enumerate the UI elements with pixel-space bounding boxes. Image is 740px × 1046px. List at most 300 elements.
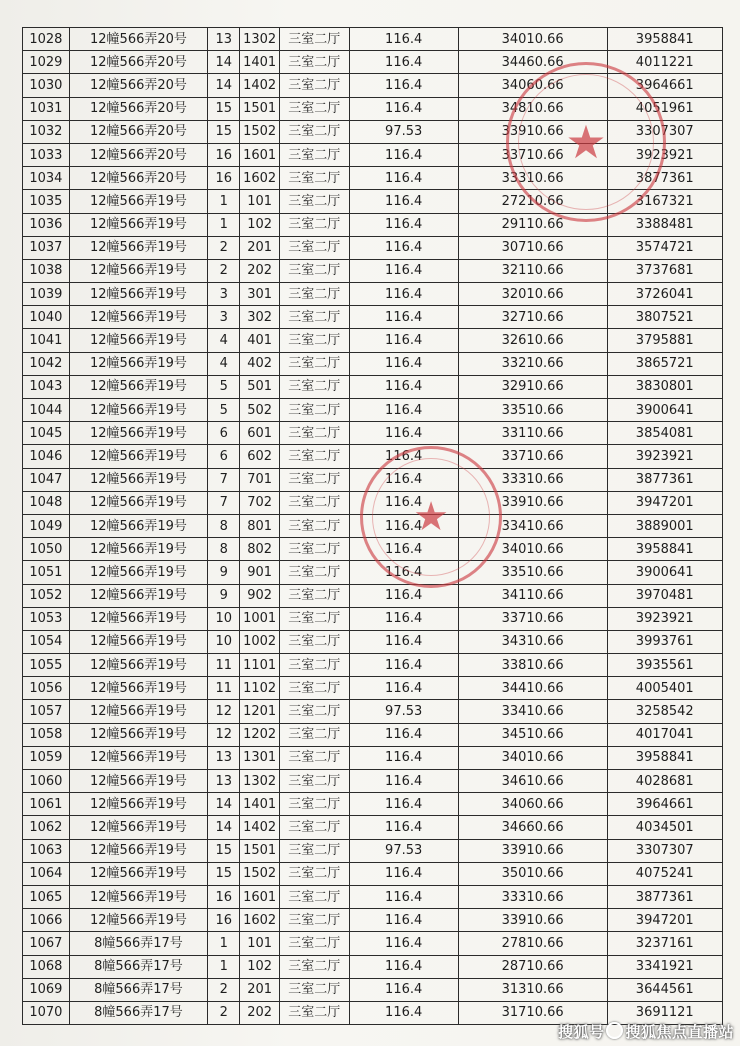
table-row bbox=[23, 677, 723, 700]
room-number-cell: 1502 bbox=[240, 862, 280, 885]
floor-cell: 16 bbox=[208, 909, 240, 932]
room-number-cell: 1002 bbox=[240, 630, 280, 653]
table-row bbox=[23, 468, 723, 491]
room-number-cell: 1602 bbox=[240, 909, 280, 932]
row-number-cell: 1057 bbox=[23, 700, 70, 723]
area-cell: 116.4 bbox=[349, 28, 458, 51]
table-row bbox=[23, 352, 723, 375]
room-number-cell: 501 bbox=[240, 375, 280, 398]
floor-cell: 6 bbox=[208, 422, 240, 445]
area-cell: 116.4 bbox=[349, 654, 458, 677]
row-number-cell: 1050 bbox=[23, 538, 70, 561]
unit-price-cell: 33310.66 bbox=[458, 468, 607, 491]
layout-type-cell: 三室二厅 bbox=[279, 700, 349, 723]
row-number-cell: 1044 bbox=[23, 399, 70, 422]
table-row bbox=[23, 422, 723, 445]
room-number-cell: 1202 bbox=[240, 723, 280, 746]
row-number-cell: 1033 bbox=[23, 143, 70, 166]
floor-cell: 2 bbox=[208, 259, 240, 282]
area-cell: 116.4 bbox=[349, 97, 458, 120]
table-row bbox=[23, 538, 723, 561]
unit-price-cell: 34660.66 bbox=[458, 816, 607, 839]
floor-cell: 5 bbox=[208, 399, 240, 422]
area-cell: 116.4 bbox=[349, 167, 458, 190]
floor-cell: 1 bbox=[208, 955, 240, 978]
floor-cell: 4 bbox=[208, 352, 240, 375]
row-number-cell: 1040 bbox=[23, 306, 70, 329]
room-number-cell: 102 bbox=[240, 955, 280, 978]
area-cell: 97.53 bbox=[349, 120, 458, 143]
unit-price-cell: 27810.66 bbox=[458, 932, 607, 955]
floor-cell: 14 bbox=[208, 816, 240, 839]
building-address-cell: 8幢566弄17号 bbox=[69, 932, 207, 955]
unit-price-cell: 34610.66 bbox=[458, 770, 607, 793]
row-number-cell: 1058 bbox=[23, 723, 70, 746]
unit-price-cell: 33210.66 bbox=[458, 352, 607, 375]
layout-type-cell: 三室二厅 bbox=[279, 51, 349, 74]
area-cell: 116.4 bbox=[349, 932, 458, 955]
layout-type-cell: 三室二厅 bbox=[279, 74, 349, 97]
row-number-cell: 1035 bbox=[23, 190, 70, 213]
room-number-cell: 601 bbox=[240, 422, 280, 445]
total-price-cell: 3970481 bbox=[607, 584, 723, 607]
area-cell: 116.4 bbox=[349, 561, 458, 584]
table-row bbox=[23, 746, 723, 769]
total-price-cell: 3877361 bbox=[607, 468, 723, 491]
area-cell: 116.4 bbox=[349, 399, 458, 422]
unit-price-cell: 34060.66 bbox=[458, 74, 607, 97]
row-number-cell: 1037 bbox=[23, 236, 70, 259]
room-number-cell: 1601 bbox=[240, 143, 280, 166]
room-number-cell: 1502 bbox=[240, 120, 280, 143]
layout-type-cell: 三室二厅 bbox=[279, 329, 349, 352]
building-address-cell: 12幢566弄19号 bbox=[69, 630, 207, 653]
row-number-cell: 1060 bbox=[23, 770, 70, 793]
total-price-cell: 3877361 bbox=[607, 885, 723, 908]
area-cell: 116.4 bbox=[349, 236, 458, 259]
row-number-cell: 1062 bbox=[23, 816, 70, 839]
table-row bbox=[23, 793, 723, 816]
area-cell: 97.53 bbox=[349, 700, 458, 723]
building-address-cell: 12幢566弄19号 bbox=[69, 352, 207, 375]
area-cell: 97.53 bbox=[349, 839, 458, 862]
table-row bbox=[23, 723, 723, 746]
room-number-cell: 1601 bbox=[240, 885, 280, 908]
floor-cell: 7 bbox=[208, 468, 240, 491]
total-price-cell: 3865721 bbox=[607, 352, 723, 375]
total-price-cell: 3795881 bbox=[607, 329, 723, 352]
unit-price-cell: 33710.66 bbox=[458, 143, 607, 166]
building-address-cell: 12幢566弄19号 bbox=[69, 770, 207, 793]
unit-price-cell: 34510.66 bbox=[458, 723, 607, 746]
total-price-cell: 4011221 bbox=[607, 51, 723, 74]
layout-type-cell: 三室二厅 bbox=[279, 422, 349, 445]
room-number-cell: 1001 bbox=[240, 607, 280, 630]
row-number-cell: 1032 bbox=[23, 120, 70, 143]
building-address-cell: 12幢566弄19号 bbox=[69, 399, 207, 422]
unit-price-cell: 34010.66 bbox=[458, 28, 607, 51]
layout-type-cell: 三室二厅 bbox=[279, 909, 349, 932]
building-address-cell: 12幢566弄19号 bbox=[69, 816, 207, 839]
layout-type-cell: 三室二厅 bbox=[279, 97, 349, 120]
room-number-cell: 1201 bbox=[240, 700, 280, 723]
building-address-cell: 12幢566弄19号 bbox=[69, 700, 207, 723]
building-address-cell: 12幢566弄19号 bbox=[69, 190, 207, 213]
table-row bbox=[23, 491, 723, 514]
building-address-cell: 12幢566弄19号 bbox=[69, 445, 207, 468]
row-number-cell: 1028 bbox=[23, 28, 70, 51]
floor-cell: 10 bbox=[208, 607, 240, 630]
building-address-cell: 12幢566弄19号 bbox=[69, 422, 207, 445]
total-price-cell: 3341921 bbox=[607, 955, 723, 978]
room-number-cell: 202 bbox=[240, 1001, 280, 1024]
layout-type-cell: 三室二厅 bbox=[279, 607, 349, 630]
area-cell: 116.4 bbox=[349, 793, 458, 816]
layout-type-cell: 三室二厅 bbox=[279, 630, 349, 653]
total-price-cell: 3923921 bbox=[607, 607, 723, 630]
total-price-cell: 3691121 bbox=[607, 1001, 723, 1024]
watermark-left-text: 搜狐号 bbox=[557, 1023, 605, 1041]
table-row bbox=[23, 770, 723, 793]
floor-cell: 9 bbox=[208, 561, 240, 584]
layout-type-cell: 三室二厅 bbox=[279, 236, 349, 259]
total-price-cell: 3923921 bbox=[607, 445, 723, 468]
building-address-cell: 12幢566弄19号 bbox=[69, 677, 207, 700]
area-cell: 116.4 bbox=[349, 74, 458, 97]
building-address-cell: 12幢566弄19号 bbox=[69, 538, 207, 561]
floor-cell: 12 bbox=[208, 700, 240, 723]
building-address-cell: 12幢566弄19号 bbox=[69, 607, 207, 630]
floor-cell: 12 bbox=[208, 723, 240, 746]
layout-type-cell: 三室二厅 bbox=[279, 839, 349, 862]
row-number-cell: 1043 bbox=[23, 375, 70, 398]
unit-price-cell: 33910.66 bbox=[458, 909, 607, 932]
room-number-cell: 401 bbox=[240, 329, 280, 352]
room-number-cell: 1302 bbox=[240, 770, 280, 793]
total-price-cell: 3923921 bbox=[607, 143, 723, 166]
layout-type-cell: 三室二厅 bbox=[279, 955, 349, 978]
building-address-cell: 12幢566弄19号 bbox=[69, 746, 207, 769]
area-cell: 116.4 bbox=[349, 723, 458, 746]
unit-price-cell: 34410.66 bbox=[458, 677, 607, 700]
layout-type-cell: 三室二厅 bbox=[279, 491, 349, 514]
room-number-cell: 101 bbox=[240, 190, 280, 213]
table-row bbox=[23, 561, 723, 584]
table-row bbox=[23, 630, 723, 653]
floor-cell: 11 bbox=[208, 654, 240, 677]
total-price-cell: 3958841 bbox=[607, 28, 723, 51]
room-number-cell: 1301 bbox=[240, 746, 280, 769]
row-number-cell: 1039 bbox=[23, 283, 70, 306]
layout-type-cell: 三室二厅 bbox=[279, 723, 349, 746]
building-address-cell: 12幢566弄19号 bbox=[69, 862, 207, 885]
layout-type-cell: 三室二厅 bbox=[279, 120, 349, 143]
layout-type-cell: 三室二厅 bbox=[279, 978, 349, 1001]
layout-type-cell: 三室二厅 bbox=[279, 468, 349, 491]
unit-price-cell: 33410.66 bbox=[458, 700, 607, 723]
layout-type-cell: 三室二厅 bbox=[279, 167, 349, 190]
area-cell: 116.4 bbox=[349, 190, 458, 213]
layout-type-cell: 三室二厅 bbox=[279, 862, 349, 885]
total-price-cell: 3644561 bbox=[607, 978, 723, 1001]
total-price-cell: 3900641 bbox=[607, 399, 723, 422]
layout-type-cell: 三室二厅 bbox=[279, 538, 349, 561]
room-number-cell: 802 bbox=[240, 538, 280, 561]
building-address-cell: 12幢566弄20号 bbox=[69, 120, 207, 143]
row-number-cell: 1061 bbox=[23, 793, 70, 816]
area-cell: 116.4 bbox=[349, 306, 458, 329]
floor-cell: 1 bbox=[208, 190, 240, 213]
area-cell: 116.4 bbox=[349, 909, 458, 932]
table-body bbox=[23, 28, 723, 1025]
floor-cell: 9 bbox=[208, 584, 240, 607]
area-cell: 116.4 bbox=[349, 375, 458, 398]
floor-cell: 1 bbox=[208, 932, 240, 955]
total-price-cell: 3947201 bbox=[607, 491, 723, 514]
unit-price-cell: 32110.66 bbox=[458, 259, 607, 282]
room-number-cell: 201 bbox=[240, 978, 280, 1001]
floor-cell: 2 bbox=[208, 978, 240, 1001]
table-row bbox=[23, 306, 723, 329]
room-number-cell: 901 bbox=[240, 561, 280, 584]
total-price-cell: 3167321 bbox=[607, 190, 723, 213]
layout-type-cell: 三室二厅 bbox=[279, 375, 349, 398]
layout-type-cell: 三室二厅 bbox=[279, 259, 349, 282]
table-row bbox=[23, 213, 723, 236]
table-row bbox=[23, 120, 723, 143]
building-address-cell: 12幢566弄19号 bbox=[69, 306, 207, 329]
table-row bbox=[23, 932, 723, 955]
row-number-cell: 1070 bbox=[23, 1001, 70, 1024]
floor-cell: 16 bbox=[208, 885, 240, 908]
building-address-cell: 12幢566弄19号 bbox=[69, 283, 207, 306]
layout-type-cell: 三室二厅 bbox=[279, 816, 349, 839]
row-number-cell: 1067 bbox=[23, 932, 70, 955]
row-number-cell: 1029 bbox=[23, 51, 70, 74]
table-row bbox=[23, 375, 723, 398]
unit-price-cell: 32710.66 bbox=[458, 306, 607, 329]
total-price-cell: 3964661 bbox=[607, 74, 723, 97]
layout-type-cell: 三室二厅 bbox=[279, 1001, 349, 1024]
total-price-cell: 3737681 bbox=[607, 259, 723, 282]
room-number-cell: 1501 bbox=[240, 97, 280, 120]
area-cell: 116.4 bbox=[349, 329, 458, 352]
building-address-cell: 12幢566弄20号 bbox=[69, 167, 207, 190]
area-cell: 116.4 bbox=[349, 978, 458, 1001]
floor-cell: 13 bbox=[208, 28, 240, 51]
layout-type-cell: 三室二厅 bbox=[279, 746, 349, 769]
floor-cell: 8 bbox=[208, 538, 240, 561]
row-number-cell: 1059 bbox=[23, 746, 70, 769]
floor-cell: 14 bbox=[208, 793, 240, 816]
room-number-cell: 1101 bbox=[240, 654, 280, 677]
building-address-cell: 12幢566弄19号 bbox=[69, 561, 207, 584]
row-number-cell: 1047 bbox=[23, 468, 70, 491]
unit-price-cell: 28710.66 bbox=[458, 955, 607, 978]
table-row bbox=[23, 909, 723, 932]
area-cell: 116.4 bbox=[349, 885, 458, 908]
room-number-cell: 902 bbox=[240, 584, 280, 607]
layout-type-cell: 三室二厅 bbox=[279, 770, 349, 793]
table-row bbox=[23, 399, 723, 422]
floor-cell: 8 bbox=[208, 514, 240, 537]
area-cell: 116.4 bbox=[349, 352, 458, 375]
floor-cell: 13 bbox=[208, 770, 240, 793]
building-address-cell: 12幢566弄19号 bbox=[69, 491, 207, 514]
table-row bbox=[23, 607, 723, 630]
building-address-cell: 12幢566弄19号 bbox=[69, 259, 207, 282]
table-row bbox=[23, 816, 723, 839]
total-price-cell: 3854081 bbox=[607, 422, 723, 445]
area-cell: 116.4 bbox=[349, 746, 458, 769]
layout-type-cell: 三室二厅 bbox=[279, 514, 349, 537]
area-cell: 116.4 bbox=[349, 677, 458, 700]
unit-price-cell: 29110.66 bbox=[458, 213, 607, 236]
area-cell: 116.4 bbox=[349, 468, 458, 491]
row-number-cell: 1054 bbox=[23, 630, 70, 653]
unit-price-cell: 30710.66 bbox=[458, 236, 607, 259]
unit-price-cell: 33710.66 bbox=[458, 607, 607, 630]
total-price-cell: 4051961 bbox=[607, 97, 723, 120]
unit-price-cell: 33510.66 bbox=[458, 561, 607, 584]
table-row bbox=[23, 74, 723, 97]
seal-star-icon: ★ bbox=[565, 115, 607, 169]
total-price-cell: 3877361 bbox=[607, 167, 723, 190]
unit-price-cell: 33910.66 bbox=[458, 120, 607, 143]
room-number-cell: 202 bbox=[240, 259, 280, 282]
total-price-cell: 4028681 bbox=[607, 770, 723, 793]
table-row bbox=[23, 329, 723, 352]
total-price-cell: 3830801 bbox=[607, 375, 723, 398]
room-number-cell: 1401 bbox=[240, 51, 280, 74]
table-row bbox=[23, 190, 723, 213]
area-cell: 116.4 bbox=[349, 538, 458, 561]
room-number-cell: 702 bbox=[240, 491, 280, 514]
building-address-cell: 8幢566弄17号 bbox=[69, 978, 207, 1001]
room-number-cell: 1501 bbox=[240, 839, 280, 862]
building-address-cell: 8幢566弄17号 bbox=[69, 955, 207, 978]
layout-type-cell: 三室二厅 bbox=[279, 932, 349, 955]
building-address-cell: 12幢566弄19号 bbox=[69, 584, 207, 607]
area-cell: 116.4 bbox=[349, 862, 458, 885]
total-price-cell: 3947201 bbox=[607, 909, 723, 932]
total-price-cell: 3307307 bbox=[607, 839, 723, 862]
total-price-cell: 4075241 bbox=[607, 862, 723, 885]
row-number-cell: 1031 bbox=[23, 97, 70, 120]
room-number-cell: 701 bbox=[240, 468, 280, 491]
table-row bbox=[23, 584, 723, 607]
floor-cell: 10 bbox=[208, 630, 240, 653]
room-number-cell: 402 bbox=[240, 352, 280, 375]
watermark-logo-icon bbox=[606, 1022, 623, 1039]
unit-price-cell: 33710.66 bbox=[458, 445, 607, 468]
floor-cell: 13 bbox=[208, 746, 240, 769]
total-price-cell: 3237161 bbox=[607, 932, 723, 955]
unit-price-cell: 35010.66 bbox=[458, 862, 607, 885]
layout-type-cell: 三室二厅 bbox=[279, 561, 349, 584]
floor-cell: 15 bbox=[208, 97, 240, 120]
area-cell: 116.4 bbox=[349, 584, 458, 607]
row-number-cell: 1052 bbox=[23, 584, 70, 607]
total-price-cell: 3993761 bbox=[607, 630, 723, 653]
unit-price-cell: 34060.66 bbox=[458, 793, 607, 816]
row-number-cell: 1055 bbox=[23, 654, 70, 677]
layout-type-cell: 三室二厅 bbox=[279, 445, 349, 468]
total-price-cell: 3958841 bbox=[607, 538, 723, 561]
building-address-cell: 12幢566弄19号 bbox=[69, 514, 207, 537]
building-address-cell: 12幢566弄19号 bbox=[69, 468, 207, 491]
row-number-cell: 1065 bbox=[23, 885, 70, 908]
unit-price-cell: 34010.66 bbox=[458, 746, 607, 769]
room-number-cell: 801 bbox=[240, 514, 280, 537]
watermark-right-text: 搜狐焦点直播站 bbox=[625, 1023, 734, 1041]
table-row bbox=[23, 862, 723, 885]
row-number-cell: 1064 bbox=[23, 862, 70, 885]
table-row bbox=[23, 236, 723, 259]
floor-cell: 16 bbox=[208, 167, 240, 190]
unit-price-cell: 33510.66 bbox=[458, 399, 607, 422]
building-address-cell: 12幢566弄19号 bbox=[69, 375, 207, 398]
total-price-cell: 4034501 bbox=[607, 816, 723, 839]
unit-price-cell: 33910.66 bbox=[458, 839, 607, 862]
area-cell: 116.4 bbox=[349, 259, 458, 282]
unit-price-cell: 34460.66 bbox=[458, 51, 607, 74]
floor-cell: 3 bbox=[208, 306, 240, 329]
unit-price-cell: 34110.66 bbox=[458, 584, 607, 607]
unit-price-cell: 31710.66 bbox=[458, 1001, 607, 1024]
room-number-cell: 101 bbox=[240, 932, 280, 955]
total-price-cell: 4005401 bbox=[607, 677, 723, 700]
area-cell: 116.4 bbox=[349, 514, 458, 537]
table-row bbox=[23, 700, 723, 723]
unit-price-cell: 33810.66 bbox=[458, 654, 607, 677]
unit-price-cell: 33410.66 bbox=[458, 514, 607, 537]
unit-price-cell: 33110.66 bbox=[458, 422, 607, 445]
area-cell: 116.4 bbox=[349, 630, 458, 653]
area-cell: 116.4 bbox=[349, 143, 458, 166]
floor-cell: 7 bbox=[208, 491, 240, 514]
row-number-cell: 1049 bbox=[23, 514, 70, 537]
row-number-cell: 1034 bbox=[23, 167, 70, 190]
floor-cell: 1 bbox=[208, 213, 240, 236]
area-cell: 116.4 bbox=[349, 770, 458, 793]
building-address-cell: 8幢566弄17号 bbox=[69, 1001, 207, 1024]
total-price-cell: 3964661 bbox=[607, 793, 723, 816]
unit-price-cell: 31310.66 bbox=[458, 978, 607, 1001]
building-address-cell: 12幢566弄20号 bbox=[69, 28, 207, 51]
seal-star-icon: ★ bbox=[413, 494, 449, 540]
layout-type-cell: 三室二厅 bbox=[279, 283, 349, 306]
floor-cell: 11 bbox=[208, 677, 240, 700]
row-number-cell: 1066 bbox=[23, 909, 70, 932]
table-row bbox=[23, 143, 723, 166]
room-number-cell: 1602 bbox=[240, 167, 280, 190]
area-cell: 116.4 bbox=[349, 491, 458, 514]
table-row bbox=[23, 514, 723, 537]
building-address-cell: 12幢566弄20号 bbox=[69, 97, 207, 120]
building-address-cell: 12幢566弄20号 bbox=[69, 143, 207, 166]
room-number-cell: 201 bbox=[240, 236, 280, 259]
floor-cell: 6 bbox=[208, 445, 240, 468]
unit-price-cell: 33310.66 bbox=[458, 167, 607, 190]
total-price-cell: 3900641 bbox=[607, 561, 723, 584]
row-number-cell: 1030 bbox=[23, 74, 70, 97]
room-number-cell: 1402 bbox=[240, 74, 280, 97]
row-number-cell: 1068 bbox=[23, 955, 70, 978]
table-row bbox=[23, 978, 723, 1001]
layout-type-cell: 三室二厅 bbox=[279, 28, 349, 51]
row-number-cell: 1048 bbox=[23, 491, 70, 514]
